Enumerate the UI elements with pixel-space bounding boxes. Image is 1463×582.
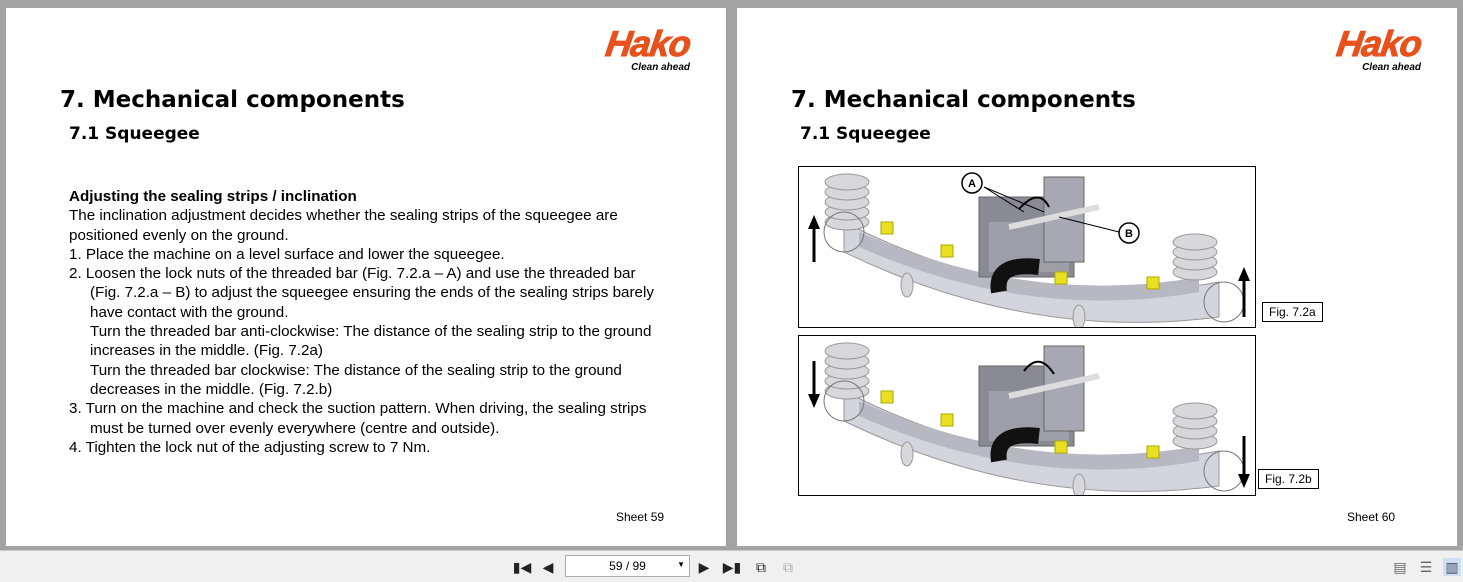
hako-logo: Hako Clean ahead [603, 23, 693, 73]
go-forward-view-icon[interactable]: ⧉ [783, 558, 793, 575]
text-line: positioned evenly on the ground. [69, 226, 289, 244]
text-line: decreases in the middle. (Fig. 7.2.b) [90, 380, 333, 398]
page-number-select[interactable] [565, 555, 690, 577]
text-line: Turn the threaded bar anti-clockwise: The distance of the sealing strip to the ground [90, 323, 652, 341]
step-4: 4. Tighten the lock nut of the adjusting screw to 7 Nm. [69, 438, 431, 456]
continuous-view-icon[interactable]: ☰ [1419, 558, 1433, 575]
figure-7-2b [798, 335, 1256, 496]
page-indicator: 59 / 99 [609, 559, 646, 573]
text-line: Turn the threaded bar clockwise: The distance of the sealing strip to the ground [90, 361, 622, 379]
arrow-up-icon [808, 215, 820, 262]
go-back-view-icon[interactable]: ⧉ [756, 558, 766, 575]
first-page-button[interactable]: ▮◀ [512, 558, 532, 575]
text-line: increases in the middle. (Fig. 7.2a) [90, 342, 323, 360]
previous-page-button[interactable]: ◀ [542, 558, 554, 575]
text-line: The inclination adjustment decides whether the sealing strips of the squeegee are [69, 207, 618, 225]
arrow-down-icon [808, 361, 820, 408]
chapter-heading: 7. Mechanical components [791, 87, 1136, 113]
callout-a [962, 173, 982, 193]
text-line: must be turned over evenly everywhere (centre and outside). [90, 419, 500, 437]
two-page-view-icon[interactable]: ▥ [1443, 558, 1461, 576]
figure-7-2a [798, 166, 1256, 328]
sheet-number: Sheet 59 [616, 510, 665, 524]
chapter-heading: 7. Mechanical components [60, 87, 405, 113]
callout-b [1119, 223, 1139, 243]
sheet-number: Sheet 60 [1347, 510, 1396, 524]
arrow-down-icon [1238, 436, 1250, 488]
dropdown-arrow-icon: ▼ [677, 560, 685, 569]
step-1: 1. Place the machine on a level surface and lower the squeegee. [69, 245, 505, 263]
arrow-up-icon [1238, 267, 1250, 317]
figure-label: Fig. 7.2b [1258, 469, 1319, 489]
section-heading: 7.1 Squeegee [69, 124, 200, 144]
section-heading: 7.1 Squeegee [800, 124, 931, 144]
text-line: (Fig. 7.2.a – B) to adjust the squeegee ensuring the ends of the sealing strips barely [90, 284, 654, 302]
step-2: 2. Loosen the lock nuts of the threaded bar (Fig. 7.2.a – A) and use the threaded bar [69, 265, 636, 283]
step-3: 3. Turn on the machine and check the suction pattern. When driving, the sealing strips [69, 400, 647, 418]
figure-label: Fig. 7.2a [1262, 302, 1323, 322]
next-page-button[interactable]: ▶ [698, 558, 710, 575]
text-line: have contact with the ground. [90, 303, 289, 321]
svg-text:B: B [1125, 228, 1133, 240]
svg-text:A: A [968, 178, 976, 190]
single-page-view-icon[interactable]: ▤ [1393, 558, 1407, 575]
last-page-button[interactable]: ▶▮ [722, 558, 742, 575]
subsection-title: Adjusting the sealing strips / inclination [69, 188, 357, 205]
pdf-viewer-toolbar [0, 550, 1463, 582]
hako-logo: Hako Clean ahead [1334, 23, 1424, 73]
instructions-text [69, 187, 719, 457]
page-sheet-59 [6, 8, 726, 546]
page-sheet-60 [737, 8, 1457, 546]
